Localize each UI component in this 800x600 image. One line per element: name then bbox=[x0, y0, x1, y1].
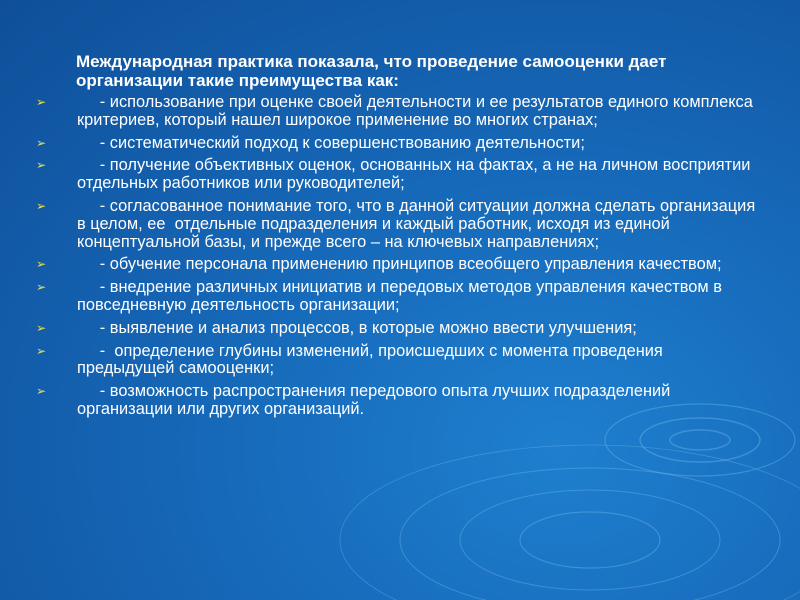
list-item-text: - возможность распространения передового опыта лучших подразделений организации или других организаций. bbox=[77, 382, 675, 418]
arrow-bullet-icon: ➢ bbox=[36, 257, 47, 272]
list-item-text: - получение объективных оценок, основанных на фактах, а не на личном восприятии отдельных работников или руководителей; bbox=[77, 156, 755, 193]
arrow-bullet-icon: ➢ bbox=[36, 343, 47, 358]
list-item-text: - определение глубины изменений, происшедших с момента проведения предыдущей самооценки; bbox=[77, 341, 668, 378]
list-item-text: - внедрение различных инициатив и передовых методов управления качеством в повседневную деятельность организации; bbox=[77, 278, 727, 314]
arrow-bullet-icon: ➢ bbox=[36, 135, 47, 150]
list-item bbox=[36, 157, 756, 193]
arrow-bullet-icon: ➢ bbox=[36, 320, 47, 335]
list-item bbox=[36, 383, 756, 419]
list-item-text: - обучение персонала применению принципов всеобщего управления качеством; bbox=[77, 255, 722, 274]
list-item bbox=[36, 279, 756, 315]
slide-content bbox=[36, 52, 760, 424]
advantages-list bbox=[36, 93, 760, 419]
list-item bbox=[36, 196, 760, 251]
arrow-bullet-icon: ➢ bbox=[36, 280, 47, 295]
list-item-text: - выявление и анализ процессов, в которые можно ввести улучшения; bbox=[77, 318, 637, 337]
slide-intro-text: Международная практика показала, что проведение самооценки дает организации такие преимущества как: bbox=[76, 52, 667, 90]
list-item bbox=[36, 320, 756, 338]
arrow-bullet-icon: ➢ bbox=[36, 95, 47, 109]
list-item-text: - систематический подход к совершенствованию деятельности; bbox=[77, 133, 585, 152]
arrow-bullet-icon: ➢ bbox=[36, 198, 47, 213]
list-item bbox=[36, 256, 756, 274]
list-item-text: - согласованное понимание того, что в данной ситуации должна сделать организация в целом, ее отдельные подразделения и каждый работник, исходя из единой концептуальной базы, и прежде всего – на ключевых направлениях; bbox=[77, 196, 760, 251]
arrow-bullet-icon: ➢ bbox=[36, 158, 47, 173]
list-item bbox=[36, 135, 756, 153]
list-item-text: - использование при оценке своей деятельности и ее результатов единого комплекса критериев, который нашел широкое применение во многих странах; bbox=[77, 93, 758, 129]
list-item bbox=[36, 343, 756, 379]
list-item bbox=[36, 94, 756, 130]
arrow-bullet-icon: ➢ bbox=[36, 384, 47, 399]
